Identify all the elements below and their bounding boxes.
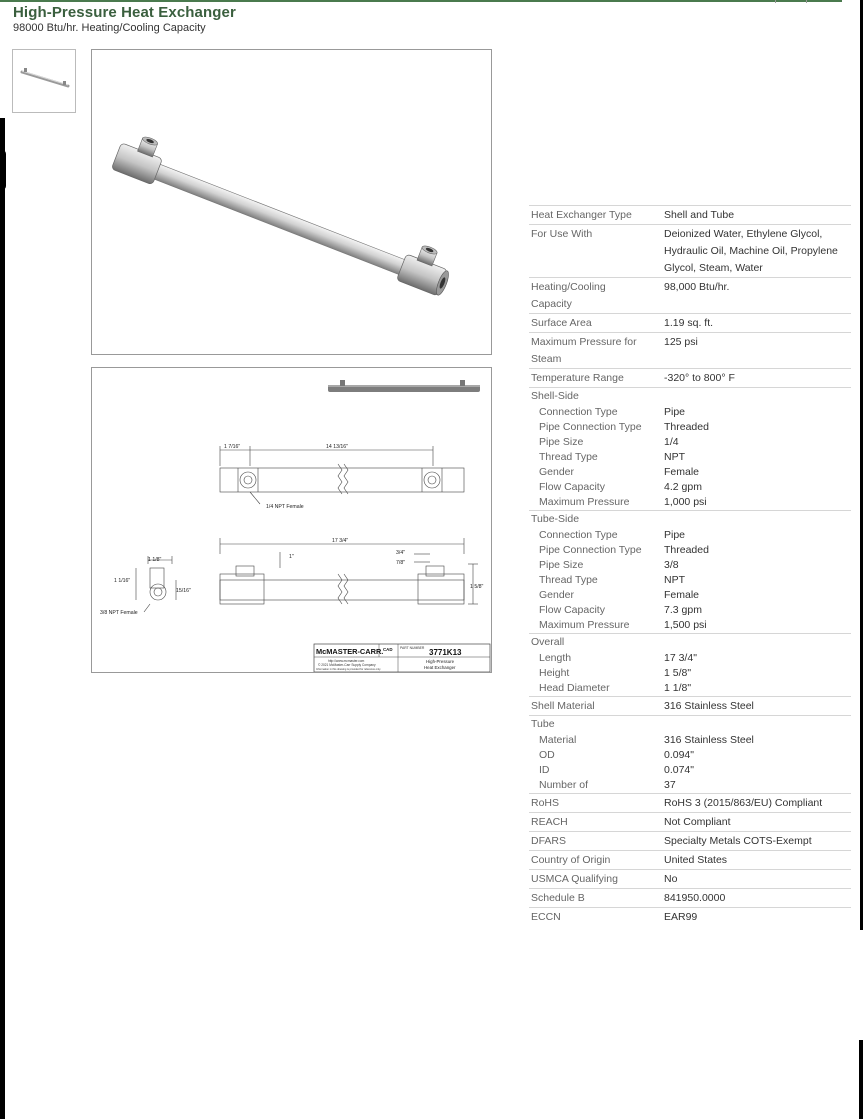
- spec-row: [529, 851, 851, 870]
- part-description: Heat Exchanger: [424, 665, 456, 670]
- spec-row: [529, 794, 851, 813]
- spec-value: 7.3 gpm: [664, 604, 702, 616]
- spec-key: Pipe Size: [539, 559, 584, 571]
- spec-key: Connection Type: [539, 406, 618, 418]
- spec-value: Female: [664, 589, 700, 601]
- spec-value: 125 psi: [658, 333, 851, 369]
- dim-label: 3/4": [396, 550, 406, 556]
- heat-exchanger-thumbnail-icon: [18, 64, 72, 94]
- product-photo[interactable]: [91, 49, 492, 355]
- callout-label: 3/8 NPT Female: [100, 610, 138, 616]
- spec-value: Pipe: [664, 529, 686, 541]
- spec-key: Shell Material: [529, 697, 658, 716]
- spec-value: Threaded: [664, 421, 709, 433]
- dim-label: 17 3/4": [332, 538, 349, 544]
- spec-value: 316 Stainless Steel: [664, 734, 754, 746]
- spec-key: Flow Capacity: [539, 481, 605, 493]
- spec-row: [529, 405, 851, 420]
- spec-row: [529, 733, 851, 748]
- spec-key: Height: [539, 667, 570, 679]
- spec-key: Pipe Size: [539, 436, 584, 448]
- spec-row: [529, 651, 851, 666]
- spec-value-line: Hydraulic Oil, Machine Oil, Propylene: [664, 245, 838, 257]
- spec-value: -320° to 800° F: [658, 369, 851, 388]
- spec-row: [529, 763, 851, 778]
- spec-key: Gender: [539, 466, 575, 478]
- cad-drawing[interactable]: [91, 367, 492, 673]
- spec-key: Maximum Pressure: [539, 619, 630, 631]
- spec-key-line: Capacity: [531, 298, 572, 310]
- window-edge-left: [0, 150, 6, 190]
- spec-value: 4.2 gpm: [664, 481, 702, 493]
- spec-value: NPT: [664, 574, 685, 586]
- spec-row: [529, 435, 851, 450]
- brand-logo: McMASTER-CARR.: [316, 647, 384, 656]
- heat-exchanger-photo-icon: [92, 50, 491, 354]
- spec-row: [529, 450, 851, 465]
- spec-value: 841950.0000: [658, 889, 851, 908]
- spec-row: [529, 369, 851, 388]
- spec-row: [529, 465, 851, 480]
- spec-value: Shell and Tube: [658, 206, 851, 225]
- spec-key: Head Diameter: [539, 682, 610, 694]
- spec-row: [529, 278, 851, 314]
- spec-table: [529, 205, 851, 926]
- spec-group-label: Overall: [529, 634, 851, 652]
- spec-value: Not Compliant: [658, 813, 851, 832]
- part-number: 3771K13: [429, 648, 462, 657]
- spec-key: Number of: [539, 779, 589, 791]
- spec-key: Pipe Connection Type: [539, 544, 642, 556]
- window-edge-left: [0, 118, 5, 1119]
- product-subtitle: 98000 Btu/hr. Heating/Cooling Capacity: [13, 22, 206, 34]
- spec-key: ECCN: [529, 908, 658, 927]
- spec-key: Maximum Pressure: [539, 496, 630, 508]
- spec-row: [529, 480, 851, 495]
- header-rule: [0, 0, 842, 2]
- spec-key: [529, 333, 658, 369]
- spec-row: [529, 681, 851, 697]
- spec-row: [529, 495, 851, 511]
- spec-row: [529, 543, 851, 558]
- spec-value: 316 Stainless Steel: [658, 697, 851, 716]
- spec-value: EAR99: [658, 908, 851, 927]
- spec-key: Temperature Range: [529, 369, 658, 388]
- spec-key: OD: [539, 749, 555, 761]
- disclaimer-text: Information in this drawing is provided for reference only.: [316, 668, 381, 671]
- spec-row: [529, 420, 851, 435]
- spec-value: Specialty Metals COTS-Exempt: [658, 832, 851, 851]
- dim-label: 1": [289, 554, 294, 560]
- spec-row: [529, 528, 851, 543]
- spec-value-line: Deionized Water, Ethylene Glycol,: [664, 228, 823, 240]
- spec-value: United States: [658, 851, 851, 870]
- url-text: http://www.mcmaster.com: [328, 659, 365, 663]
- spec-key-line: Steam: [531, 353, 562, 365]
- spec-group-header: [529, 634, 851, 652]
- spec-group-label: Shell-Side: [529, 388, 851, 406]
- spec-row: [529, 870, 851, 889]
- spec-row: [529, 314, 851, 333]
- spec-key: Length: [539, 652, 572, 664]
- dim-label: 7/8": [396, 560, 406, 566]
- spec-key: RoHS: [529, 794, 658, 813]
- spec-value: 1 5/8": [664, 667, 692, 679]
- cad-label: CAD: [383, 647, 393, 652]
- spec-value: No: [658, 870, 851, 889]
- spec-key: Thread Type: [539, 574, 598, 586]
- dim-label: 1 5/8": [470, 584, 484, 590]
- dim-label: 15/16": [176, 588, 191, 594]
- spec-row: [529, 333, 851, 369]
- dim-label: 14 13/16": [326, 444, 349, 450]
- spec-key: Surface Area: [529, 314, 658, 333]
- spec-value: 17 3/4": [664, 652, 697, 664]
- spec-row: [529, 908, 851, 927]
- spec-key: DFARS: [529, 832, 658, 851]
- spec-row: [529, 603, 851, 618]
- spec-value: Pipe: [664, 406, 686, 418]
- spec-key-line: Maximum Pressure for: [531, 336, 637, 348]
- title-block: [314, 644, 490, 672]
- spec-row: [529, 778, 851, 794]
- product-title: High-Pressure Heat Exchanger: [13, 4, 236, 21]
- callout-label: 1/4 NPT Female: [266, 504, 304, 510]
- spec-row: [529, 666, 851, 681]
- spec-value: 1,500 psi: [664, 619, 707, 631]
- spec-key: Country of Origin: [529, 851, 658, 870]
- spec-value: 3/8: [664, 559, 679, 571]
- cad-drawing-figure: [92, 368, 491, 672]
- spec-row: [529, 573, 851, 588]
- part-number-label: PART NUMBER: [400, 646, 425, 650]
- spec-key-line: Heating/Cooling: [531, 281, 606, 293]
- spec-value: 1 1/8": [664, 682, 692, 694]
- spec-key: Flow Capacity: [539, 604, 605, 616]
- header-tick: [775, 0, 776, 3]
- spec-row: [529, 618, 851, 634]
- spec-value: 0.074": [664, 764, 695, 776]
- spec-row: [529, 558, 851, 573]
- spec-value: 1/4: [664, 436, 679, 448]
- spec-row: [529, 206, 851, 225]
- copyright-text: © 2021 McMaster-Carr Supply Company: [318, 663, 376, 667]
- spec-key: Heat Exchanger Type: [529, 206, 658, 225]
- spec-key: USMCA Qualifying: [529, 870, 658, 889]
- spec-value: Threaded: [664, 544, 709, 556]
- spec-key: Connection Type: [539, 529, 618, 541]
- dim-label: 1 7/16": [224, 444, 241, 450]
- spec-row: [529, 813, 851, 832]
- spec-value: 98,000 Btu/hr.: [658, 278, 851, 314]
- spec-key: Pipe Connection Type: [539, 421, 642, 433]
- spec-value: NPT: [664, 451, 685, 463]
- header-tick: [806, 0, 807, 3]
- spec-row: [529, 225, 851, 278]
- dim-label: 1 1/16": [114, 578, 131, 584]
- spec-key: For Use With: [529, 225, 658, 278]
- spec-value: 37: [664, 779, 676, 791]
- spec-key: [529, 278, 658, 314]
- spec-key: Material: [539, 734, 577, 746]
- spec-row: [529, 889, 851, 908]
- spec-value: Female: [664, 466, 700, 478]
- window-edge-right: [859, 1040, 863, 1119]
- spec-value: 1,000 psi: [664, 496, 707, 508]
- image-thumbnail[interactable]: [12, 49, 76, 113]
- spec-value: [658, 225, 851, 278]
- spec-value-line: Glycol, Steam, Water: [664, 262, 763, 274]
- spec-row: [529, 697, 851, 716]
- spec-key: Thread Type: [539, 451, 598, 463]
- spec-row: [529, 832, 851, 851]
- dim-label: 1 1/8": [148, 557, 162, 563]
- spec-key: Schedule B: [529, 889, 658, 908]
- spec-key: ID: [539, 764, 550, 776]
- spec-row: [529, 748, 851, 763]
- mini-render: [328, 380, 480, 392]
- spec-group-label: Tube-Side: [529, 511, 851, 529]
- spec-group-header: [529, 716, 851, 734]
- part-description: High-Pressure: [426, 659, 455, 664]
- spec-group-header: [529, 511, 851, 529]
- spec-key: Gender: [539, 589, 575, 601]
- spec-value: 0.094": [664, 749, 695, 761]
- spec-value: 1.19 sq. ft.: [658, 314, 851, 333]
- spec-row: [529, 588, 851, 603]
- spec-group-label: Tube: [529, 716, 851, 734]
- spec-value: RoHS 3 (2015/863/EU) Compliant: [658, 794, 851, 813]
- spec-key: REACH: [529, 813, 658, 832]
- spec-group-header: [529, 388, 851, 406]
